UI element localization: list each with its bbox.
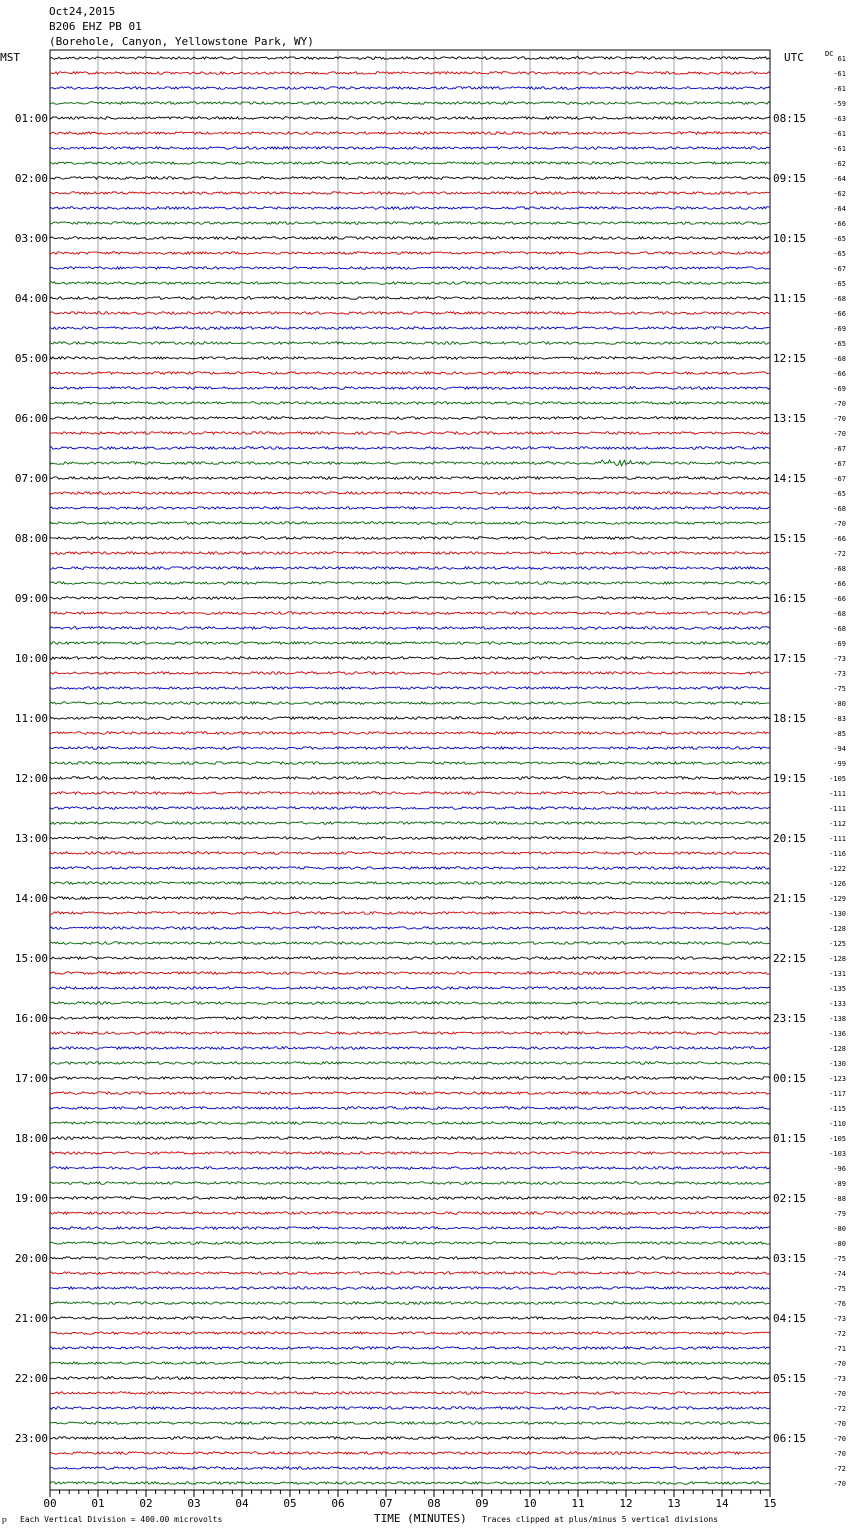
trace-line (50, 672, 770, 675)
trace-line (50, 432, 770, 435)
x-tick-label: 02 (139, 1497, 153, 1510)
dc-offset-label: -133 (829, 1000, 846, 1008)
trace-line (50, 492, 770, 495)
trace-line (50, 327, 770, 330)
trace-line (50, 867, 770, 870)
trace-line (50, 1167, 770, 1170)
dc-offset-label: -68 (833, 505, 846, 513)
dc-offset-label: -128 (829, 1045, 846, 1053)
dc-offset-label: -76 (833, 1300, 846, 1308)
trace-line (50, 912, 770, 915)
dc-offset-label: -68 (833, 610, 846, 618)
dc-offset-label: -69 (833, 325, 846, 333)
dc-offset-label: -116 (829, 850, 846, 858)
trace-line (50, 822, 770, 825)
trace-line (50, 342, 770, 345)
trace-line (50, 1302, 770, 1305)
dc-offset-label: -70 (833, 1390, 846, 1398)
dc-offset-label: -128 (829, 925, 846, 933)
mst-hour-label: 12:00 (14, 772, 48, 785)
trace-line (50, 972, 770, 975)
dc-offset-label: -130 (829, 910, 846, 918)
dc-offset-label: -99 (833, 760, 846, 768)
dc-offset-label: -70 (833, 1360, 846, 1368)
trace-line (50, 1422, 770, 1425)
trace-line (50, 237, 770, 240)
dc-offset-label: -61 (833, 85, 846, 93)
mst-hour-label: 23:00 (14, 1432, 48, 1445)
dc-offset-label: -66 (833, 535, 846, 543)
dc-offset-label: -67 (833, 445, 846, 453)
dc-offset-label: -130 (829, 1060, 846, 1068)
utc-hour-label: 06:15 (773, 1432, 807, 1445)
trace-line (50, 460, 770, 466)
mst-hour-label: 17:00 (14, 1072, 48, 1085)
grid-layer (50, 50, 770, 1490)
trace-line (50, 132, 770, 135)
trace-line (50, 222, 770, 225)
trace-line (50, 537, 770, 540)
mst-hour-label: MST (0, 51, 20, 64)
trace-line (50, 837, 770, 840)
utc-hour-label: 05:15 (773, 1372, 807, 1385)
trace-line (50, 297, 770, 300)
dc-offset-label: -68 (833, 355, 846, 363)
trace-line (50, 897, 770, 900)
utc-hour-label: 15:15 (773, 532, 807, 545)
dc-offset-label: -64 (833, 205, 846, 213)
utc-hour-label: UTC (784, 51, 804, 64)
mst-hour-label: 19:00 (14, 1192, 48, 1205)
dc-offset-label: -65 (833, 490, 846, 498)
trace-line (50, 627, 770, 630)
dc-offset-label: -83 (833, 715, 846, 723)
dc-offset-label: -68 (833, 625, 846, 633)
dc-offset-label: -70 (833, 1450, 846, 1458)
trace-line (50, 687, 770, 690)
dc-offset-label: -70 (833, 1435, 846, 1443)
trace-line (50, 1482, 770, 1485)
trace-line (50, 1197, 770, 1200)
trace-line (50, 657, 770, 660)
trace-line (50, 87, 770, 90)
x-tick-label: 14 (715, 1497, 729, 1510)
trace-line (50, 1062, 770, 1065)
dc-offset-label: -73 (833, 670, 846, 678)
x-tick-label: 04 (235, 1497, 249, 1510)
mst-hour-label: 01:00 (14, 112, 48, 125)
trace-line (50, 777, 770, 780)
dc-offset-label: -65 (833, 280, 846, 288)
dc-offset-label: -75 (833, 1255, 846, 1263)
trace-line (50, 642, 770, 645)
dc-offset-label: -96 (833, 1165, 846, 1173)
dc-offset-label: -67 (833, 460, 846, 468)
trace-line (50, 417, 770, 420)
dc-offset-label: -70 (833, 1480, 846, 1488)
mst-hour-label: 03:00 (14, 232, 48, 245)
trace-line (50, 792, 770, 795)
trace-line (50, 192, 770, 195)
dc-offset-label: -136 (829, 1030, 846, 1038)
trace-line (50, 1032, 770, 1035)
dc-offset-label: -65 (833, 235, 846, 243)
trace-line (50, 927, 770, 930)
dc-offset-label: -129 (829, 895, 846, 903)
dc-offset-label: -89 (833, 1180, 846, 1188)
trace-line (50, 717, 770, 720)
trace-line (50, 177, 770, 180)
dc-offset-label: -66 (833, 220, 846, 228)
trace-line (50, 747, 770, 750)
dc-offset-label: -62 (833, 160, 846, 168)
trace-line (50, 1452, 770, 1455)
dc-offset-label: -70 (833, 520, 846, 528)
trace-line (50, 1092, 770, 1095)
dc-offset-label: 61 (837, 55, 846, 63)
dc-offset-label: -131 (829, 970, 846, 978)
trace-line (50, 1182, 770, 1185)
x-tick-label: 09 (475, 1497, 489, 1510)
trace-line (50, 807, 770, 810)
trace-line (50, 1002, 770, 1005)
trace-line (50, 1107, 770, 1110)
mst-hour-label: 13:00 (14, 832, 48, 845)
dc-offset-label: -67 (833, 475, 846, 483)
mst-hour-label: 20:00 (14, 1252, 48, 1265)
dc-offset-label: -138 (829, 1015, 846, 1023)
dc-offset-label: -75 (833, 685, 846, 693)
trace-line (50, 1362, 770, 1365)
utc-hour-label: 08:15 (773, 112, 807, 125)
trace-line (50, 852, 770, 855)
trace-line (50, 477, 770, 480)
utc-hour-label: 23:15 (773, 1012, 807, 1025)
utc-hour-label: 22:15 (773, 952, 807, 965)
trace-line (50, 987, 770, 990)
header-location: (Borehole, Canyon, Yellowstone Park, WY) (49, 35, 314, 48)
dc-offset-label: -63 (833, 115, 846, 123)
utc-hour-label: 13:15 (773, 412, 807, 425)
trace-line (50, 102, 770, 105)
dc-offset-label: -72 (833, 1405, 846, 1413)
dc-offset-label: -125 (829, 940, 846, 948)
trace-line (50, 582, 770, 585)
dc-offset-label: -70 (833, 400, 846, 408)
utc-hour-label: 02:15 (773, 1192, 807, 1205)
trace-line (50, 957, 770, 960)
dc-offset-label: -70 (833, 1420, 846, 1428)
dc-offset-label: -70 (833, 430, 846, 438)
trace-line (50, 612, 770, 615)
dc-offset-label: -112 (829, 820, 846, 828)
trace-line (50, 552, 770, 555)
dc-offset-label: -62 (833, 190, 846, 198)
trace-line (50, 1317, 770, 1320)
trace-line (50, 372, 770, 375)
dc-offset-label: -66 (833, 370, 846, 378)
dc-offset-label: -111 (829, 805, 846, 813)
utc-hour-label: 00:15 (773, 1072, 807, 1085)
dc-offset-label: -103 (829, 1150, 846, 1158)
trace-line (50, 1047, 770, 1050)
utc-hour-label: 14:15 (773, 472, 807, 485)
dc-offset-label: -65 (833, 340, 846, 348)
mst-hour-label: 07:00 (14, 472, 48, 485)
dc-offset-label: -73 (833, 1375, 846, 1383)
utc-hour-label: 09:15 (773, 172, 807, 185)
trace-line (50, 762, 770, 765)
trace-line (50, 702, 770, 705)
trace-line (50, 1407, 770, 1410)
mst-hour-label: 08:00 (14, 532, 48, 545)
trace-line (50, 1017, 770, 1020)
mst-hour-label: 06:00 (14, 412, 48, 425)
mst-hour-label: 02:00 (14, 172, 48, 185)
dc-offset-label: -61 (833, 145, 846, 153)
dc-offset-label: -68 (833, 295, 846, 303)
utc-hour-label: 16:15 (773, 592, 807, 605)
dc-offset-label: -69 (833, 640, 846, 648)
trace-line (50, 1467, 770, 1470)
dc-offset-label: -73 (833, 655, 846, 663)
dc-offset-label: -123 (829, 1075, 846, 1083)
dc-offset-label: -128 (829, 955, 846, 963)
trace-line (50, 882, 770, 885)
trace-line (50, 567, 770, 570)
trace-line (50, 1392, 770, 1395)
trace-line (50, 267, 770, 270)
mst-hour-label: 14:00 (14, 892, 48, 905)
utc-hour-label: 12:15 (773, 352, 807, 365)
dc-offset-label: -59 (833, 100, 846, 108)
trace-line (50, 1242, 770, 1245)
trace-line (50, 732, 770, 735)
mst-hour-label: 15:00 (14, 952, 48, 965)
utc-hour-label: 21:15 (773, 892, 807, 905)
dc-offset-label: -72 (833, 1465, 846, 1473)
mst-hour-label: 09:00 (14, 592, 48, 605)
dc-offset-label: -115 (829, 1105, 846, 1113)
dc-offset-label: -111 (829, 835, 846, 843)
header-date: Oct24,2015 (49, 5, 116, 18)
dc-offset-label: -66 (833, 595, 846, 603)
trace-line (50, 447, 770, 450)
trace-layer (50, 57, 770, 1485)
trace-line (50, 1077, 770, 1080)
dc-offset-label: -110 (829, 1120, 846, 1128)
trace-line (50, 57, 770, 60)
trace-line (50, 252, 770, 255)
trace-line (50, 1122, 770, 1125)
dc-offset-label: -69 (833, 385, 846, 393)
mst-hour-label: 04:00 (14, 292, 48, 305)
plot-frame (50, 50, 770, 1490)
x-tick-label: 05 (283, 1497, 297, 1510)
trace-line (50, 402, 770, 405)
trace-line (50, 597, 770, 600)
trace-line (50, 1332, 770, 1335)
dc-header-label: DC (825, 50, 834, 58)
trace-line (50, 312, 770, 315)
utc-hour-label: 20:15 (773, 832, 807, 845)
dc-offset-label: -61 (833, 70, 846, 78)
x-tick-label: 07 (379, 1497, 393, 1510)
trace-line (50, 522, 770, 525)
dc-offset-label: -74 (833, 1270, 846, 1278)
dc-offset-label: -70 (833, 415, 846, 423)
mst-hour-label: 18:00 (14, 1132, 48, 1145)
utc-hour-label: 18:15 (773, 712, 807, 725)
trace-line (50, 1152, 770, 1155)
mst-hour-label: 11:00 (14, 712, 48, 725)
utc-hour-label: 04:15 (773, 1312, 807, 1325)
x-tick-label: 00 (43, 1497, 57, 1510)
dc-offset-label: -66 (833, 580, 846, 588)
dc-offset-label: -122 (829, 865, 846, 873)
x-tick-label: 03 (187, 1497, 201, 1510)
dc-offset-label: -135 (829, 985, 846, 993)
dc-offset-label: -111 (829, 790, 846, 798)
dc-offset-label: -105 (829, 1135, 846, 1143)
footer-clip-note: Traces clipped at plus/minus 5 vertical divisions (482, 1515, 719, 1524)
dc-offset-label: -66 (833, 310, 846, 318)
x-axis-title: TIME (MINUTES) (374, 1512, 467, 1525)
trace-line (50, 147, 770, 150)
trace-line (50, 942, 770, 945)
trace-line (50, 1377, 770, 1380)
utc-hour-label: 10:15 (773, 232, 807, 245)
mst-hour-label: 21:00 (14, 1312, 48, 1325)
trace-line (50, 387, 770, 390)
dc-offset-label: -79 (833, 1210, 846, 1218)
dc-offset-label: -65 (833, 250, 846, 258)
dc-offset-label: -80 (833, 700, 846, 708)
trace-line (50, 507, 770, 510)
x-tick-label: 11 (571, 1497, 585, 1510)
utc-hour-label: 19:15 (773, 772, 807, 785)
trace-line (50, 1257, 770, 1260)
dc-offset-label: -80 (833, 1225, 846, 1233)
dc-offset-label: -126 (829, 880, 846, 888)
trace-line (50, 1287, 770, 1290)
utc-hour-label: 11:15 (773, 292, 807, 305)
header-station: B206 EHZ PB 01 (49, 20, 142, 33)
dc-offset-label: -68 (833, 565, 846, 573)
x-tick-label: 15 (763, 1497, 777, 1510)
dc-offset-label: -88 (833, 1195, 846, 1203)
dc-offset-label: -61 (833, 130, 846, 138)
trace-line (50, 1272, 770, 1275)
trace-line (50, 1437, 770, 1440)
footer-mark: ℙ (2, 1517, 7, 1526)
trace-line (50, 117, 770, 120)
x-tick-label: 10 (523, 1497, 537, 1510)
utc-hour-label: 17:15 (773, 652, 807, 665)
dc-offset-label: -72 (833, 1330, 846, 1338)
dc-offset-label: -71 (833, 1345, 846, 1353)
trace-line (50, 282, 770, 285)
dc-offset-label: -94 (833, 745, 846, 753)
dc-offset-label: -67 (833, 265, 846, 273)
x-tick-label: 08 (427, 1497, 441, 1510)
footer-scale-note: Each Vertical Division = 400.00 microvolts (20, 1515, 223, 1524)
mst-hour-label: 10:00 (14, 652, 48, 665)
trace-line (50, 1227, 770, 1230)
x-axis (43, 1490, 776, 1510)
dc-offset-label: -64 (833, 175, 846, 183)
dc-offset-label: -117 (829, 1090, 846, 1098)
x-tick-label: 12 (619, 1497, 633, 1510)
dc-offset-label: -75 (833, 1285, 846, 1293)
mst-hour-label: 22:00 (14, 1372, 48, 1385)
trace-line (50, 1137, 770, 1140)
dc-offset-label: -105 (829, 775, 846, 783)
x-tick-label: 13 (667, 1497, 681, 1510)
x-tick-label: 01 (91, 1497, 105, 1510)
trace-line (50, 1212, 770, 1215)
dc-offset-label: -80 (833, 1240, 846, 1248)
trace-line (50, 72, 770, 75)
dc-offset-label: -85 (833, 730, 846, 738)
mst-hour-label: 16:00 (14, 1012, 48, 1025)
trace-line (50, 162, 770, 165)
dc-offset-label: -72 (833, 550, 846, 558)
mst-hour-label: 05:00 (14, 352, 48, 365)
trace-line (50, 207, 770, 210)
x-tick-label: 06 (331, 1497, 345, 1510)
dc-offset-label: -73 (833, 1315, 846, 1323)
utc-hour-label: 01:15 (773, 1132, 807, 1145)
trace-line (50, 357, 770, 360)
utc-hour-label: 03:15 (773, 1252, 807, 1265)
trace-line (50, 1347, 770, 1350)
